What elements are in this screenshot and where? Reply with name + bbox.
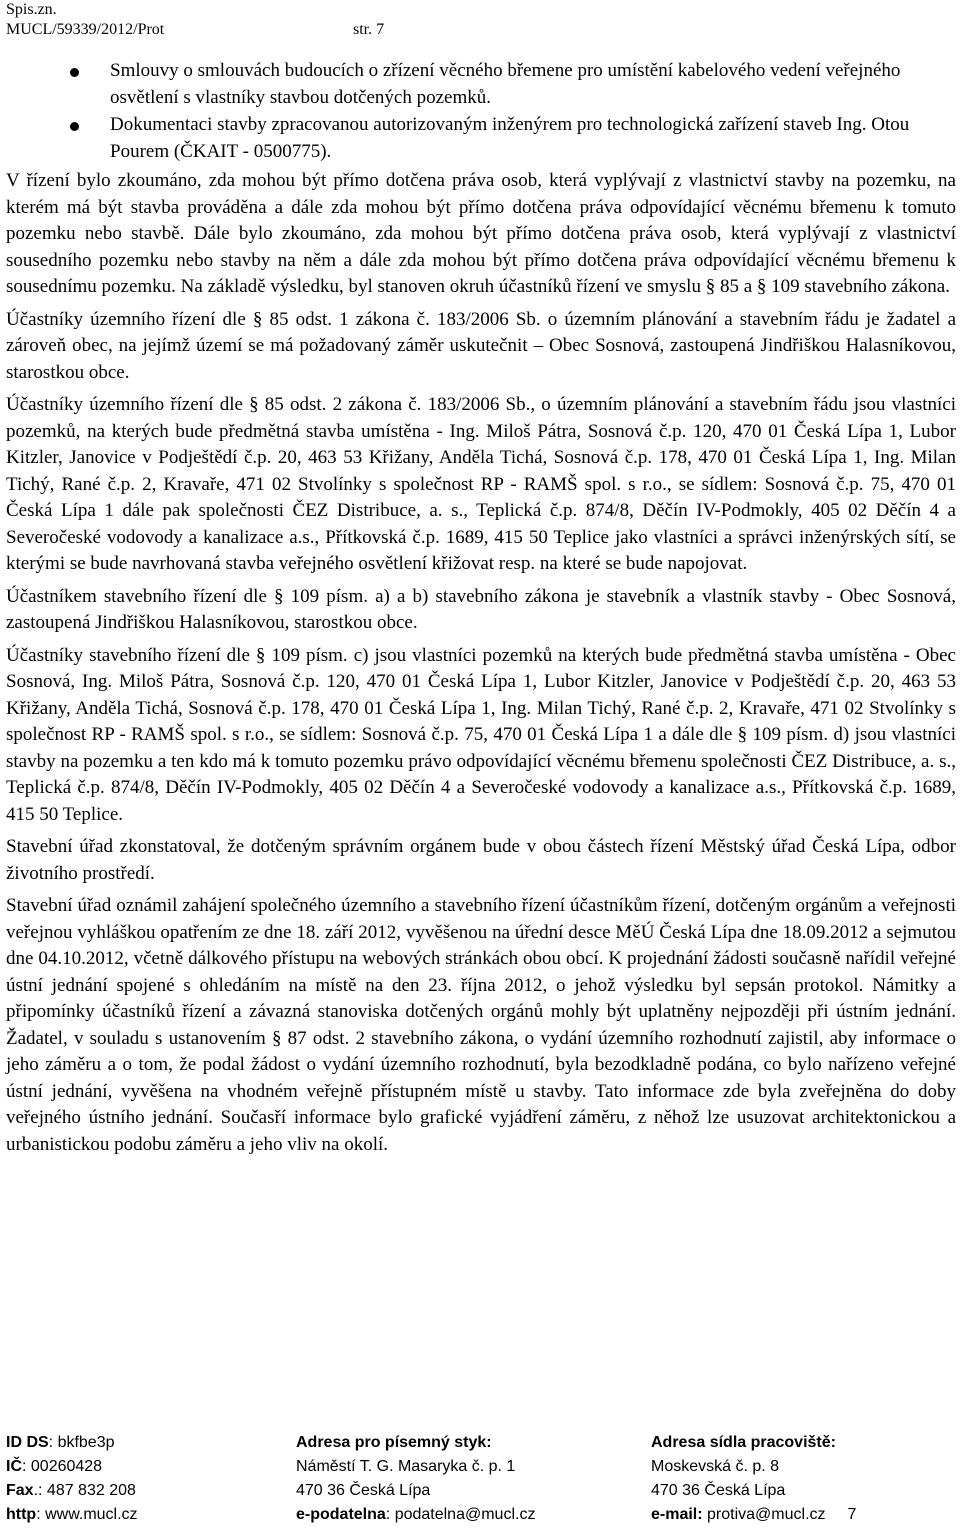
footer-office-column — [651, 1431, 856, 1527]
email-label: e-mail: — [651, 1506, 703, 1523]
epodatelna-link[interactable]: : podatelna@mucl.cz — [385, 1506, 536, 1523]
page-header — [6, 0, 384, 40]
postal-address-line: Náměstí T. G. Masaryka č. p. 1 — [296, 1458, 516, 1475]
list-item-text: Dokumentaci stavby zpracovanou autorizovaným inženýrem pro technologická zařízení staveb Ing. Otou Pourem (ČKAIT - 0500775). — [110, 114, 910, 162]
office-address-title: Adresa sídla pracoviště: — [651, 1434, 836, 1451]
website-link[interactable]: : www.mucl.cz — [36, 1506, 138, 1523]
paragraph: V řízení bylo zkoumáno, zda mohou být přímo dotčena práva osob, která vyplývají z vlastnictví stavby na pozemku, na kterém má být stavba prováděna a dále zda mohou být přímo dotčena práva odpovídající věcnému břemenu k tomuto pozemku nebo stavbě. Dále bylo zkoumáno, zda mohou být přímo dotčena práva osob, která vyplývají z vlastnictví sousedního pozemku nebo stavby na něm a dále zda mohou být přímo dotčena práva odpovídající věcnému břemenu k sousednímu pozemku. Na základě výsledku, byl stanoven okruh účastníků řízení ve smyslu § 85 a § 109 stavebního zákona. — [6, 170, 956, 297]
ids-value: : bkfbe3p — [48, 1434, 115, 1451]
paragraph: Stavební úřad oznámil zahájení společného územního a stavebního řízení účastníkům řízení, dotčeným orgánům a veřejnosti veřejnou vyhláškou opatřením ze dne 18. září 2012, vyvěšenou na úřední desce MěÚ Česká Lípa dne 18.09.2012 a sejmutou dne 04.10.2012, včetně dálkového přístupu na webových stránkách obou obcí. K projednání žádosti současně nařídil veřejné ústní jednání spojené s ohledáním na místě na den 23. října 2012, o jehož výsledku byl sepsán protokol. Námitky a připomínky účastníků řízení a závazná stanoviska dotčených orgánů mohly být uplatněny nejpozději při ústním jednání. Žadatel, v souladu s ustanovením § 87 odst. 2 stavebního zákona, o vydání územního rozhodnutí zajistil, aby informace o jeho záměru a o tom, že podal žádost o vydání územního rozhodnutí, byla bezodkladně podána, co bylo nařízeno veřejné ústní jednání, vyvěšena na vhodném veřejně přístupném místě u stavby. Tato informace zde byla zveřejněna do doby veřejného ústního jednání. Současří informace bylo grafické vyjádření záměru, z něhož lze usuzovat architektonickou a urbanistickou podobu záměru a jeho vliv na okolí. — [6, 895, 956, 1155]
footer-postal-column — [296, 1431, 535, 1527]
bullet-icon — [70, 68, 79, 77]
footer-page-number: 7 — [847, 1506, 857, 1523]
document-body — [6, 168, 956, 1164]
postal-address-title: Adresa pro písemný styk: — [296, 1434, 492, 1451]
bullet-icon — [70, 122, 79, 131]
paragraph: Účastníkem stavebního řízení dle § 109 písm. a) a b) stavebního zákona je stavebník a vlastník stavby - Obec Sosnová, zastoupená Jindřiškou Halasníkovou, starostkou obce. — [6, 585, 956, 633]
ic-value: : 00260428 — [22, 1458, 103, 1475]
http-label: http — [6, 1506, 37, 1523]
fax-label: Fax — [6, 1482, 34, 1499]
email-link[interactable]: protiva@mucl.cz — [702, 1506, 826, 1523]
fax-value: .: 487 832 208 — [33, 1482, 136, 1499]
postal-address-line: 470 36 Česká Lípa — [296, 1482, 431, 1499]
paragraph: Stavební úřad zkonstatoval, že dotčeným správním orgánem bude v obou částech řízení Městský úřad Česká Lípa, odbor životního prostředí. — [6, 836, 956, 884]
office-address-line: Moskevská č. p. 8 — [651, 1458, 780, 1475]
file-reference: Spis.zn. MUCL/59339/2012/Prot — [6, 1, 165, 38]
ids-label: ID DS — [6, 1434, 49, 1451]
epodatelna-label: e-podatelna — [296, 1506, 386, 1523]
office-address-line: 470 36 Česká Lípa — [651, 1482, 786, 1499]
paragraph: Účastníky územního řízení dle § 85 odst. 2 zákona č. 183/2006 Sb., o územním plánování a stavebním řádu jsou vlastníci pozemků, na kterých bude předmětná stavba umístěna - Ing. Miloš Pátra, Sosnová č.p. 120, 470 01 Česká Lípa 1, Lubor Kitzler, Janovice v Podještědí č.p. 20, 463 53 Křižany, Anděla Tichá, Sosnová č.p. 178, 470 01 Česká Lípa 1, Ing. Milan Tichý, Rané č.p. 2, Kravaře, 471 02 Stvolínky s společnost RP - RAMŠ spol. s r.o., se sídlem: Sosnová č.p. 75, 470 01 Česká Lípa 1 dále pak společnosti ČEZ Distribuce, a. s., Teplická č.p. 874/8, Děčín IV-Podmokly, 405 02 Děčín 4 a Severočeské vodovody a kanalizace a.s., Přítkovská č.p. 1689, 415 50 Teplice jako vlastníci a správci inženýrských sítí, se kterými se bude navrhovaná stavba veřejného osvětlení křižovat resp. na které se bude napojovat. — [6, 394, 956, 574]
paragraph: Účastníky územního řízení dle § 85 odst. 1 zákona č. 183/2006 Sb. o územním plánování a stavebním řádu je žadatel a zároveň obec, na jejímž území se má požadovaný záměr uskutečnit – Obec Sosnová, zastoupená Jindřiškou Halasníkovou, starostkou obce. — [6, 308, 956, 383]
page-label: str. 7 — [353, 21, 385, 38]
paragraph: Účastníky stavebního řízení dle § 109 písm. c) jsou vlastníci pozemků na kterých bude předmětná stavba umístěna - Obec Sosnová, Ing. Miloš Pátra, Sosnová č.p. 120, 470 01 Česká Lípa 1, Lubor Kitzler, Janovice v Podještědí č.p. 20, 463 53 Křižany, Anděla Tichá, Sosnová č.p. 178, 470 01 Česká Lípa 1, Ing. Milan Tichý, Rané č.p. 2, Kravaře, 471 02 Stvolínky s společnost RP - RAMŠ spol. s r.o., se sídlem: Sosnová č.p. 75, 470 01 Česká Lípa 1 a dále dle § 109 písm. d) jsou vlastníci stavby na pozemku a ten kdo má k tomuto pozemku právo odpovídající věcnému břemenu společnosti ČEZ Distribuce, a. s., Teplická č.p. 874/8, Děčín IV-Podmokly, 405 02 Děčín 4 a Severočeské vodovody a kanalizace a.s., Přítkovská č.p. 1689, 415 50 Teplice. — [6, 644, 956, 825]
footer-ids-column — [6, 1431, 138, 1527]
list-item-text: Smlouvy o smlouvách budoucích o zřízení věcného břemene pro umístění kabelového vedení veřejného osvětlení s vlastníky stavbou dotčených pozemků. — [110, 60, 901, 108]
ic-label: IČ — [6, 1458, 22, 1475]
